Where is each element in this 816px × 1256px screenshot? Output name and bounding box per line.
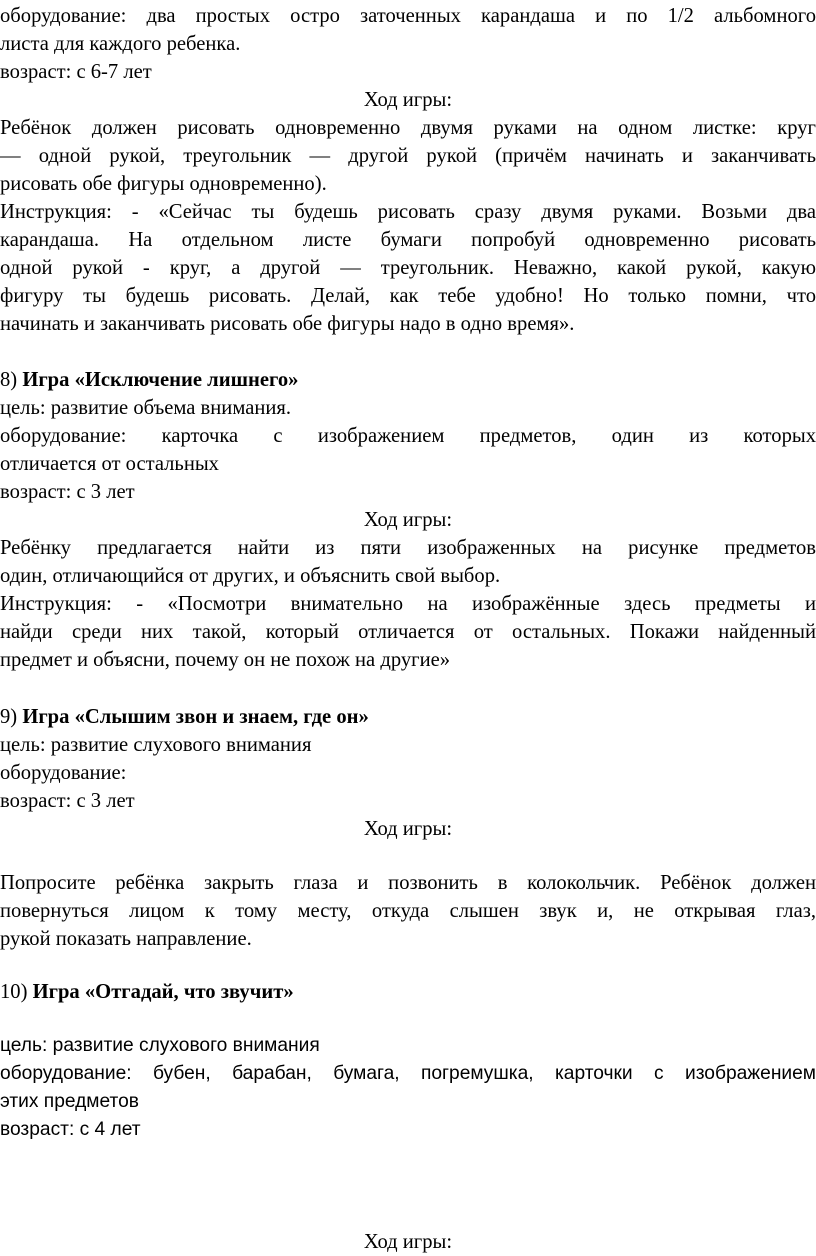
game-8-section (0, 366, 816, 674)
age-line: возраст: с 6-7 лет (0, 61, 152, 83)
instruction-line: Инструкция: - «Посмотри внимательно на изображённые здесь предметы и (0, 593, 816, 615)
goal-line: цель: развитие слухового внимания (0, 1035, 320, 1056)
game-number: 8) (0, 369, 23, 391)
game-heading (0, 978, 816, 1006)
description-line: Попросите ребёнка закрыть глаза и позвонить в колокольчик. Ребёнок должен (0, 872, 816, 894)
game-10-progress (0, 1228, 816, 1256)
progress-heading: Ход игры: (363, 509, 453, 531)
instruction-line: фигуру ты будешь рисовать. Делай, как тебе удобно! Но только помни, что (0, 285, 816, 307)
description-line: один, отличающийся от других, и объяснить свой выбор. (0, 565, 501, 587)
goal-line: цель: развитие слухового внимания (0, 734, 312, 756)
instruction-line: карандаша. На отдельном листе бумаги попробуй одновременно рисовать (0, 229, 816, 251)
equipment-line-cont: этих предметов (0, 1091, 139, 1112)
instruction-line: одной рукой - круг, а другой — треугольник. Неважно, какой рукой, какую (0, 257, 816, 279)
age-line: возраст: с 3 лет (0, 790, 135, 812)
progress-heading: Ход игры: (363, 818, 453, 840)
game-heading (0, 366, 816, 394)
equipment-line-cont: листа для каждого ребенка. (0, 33, 241, 55)
game-heading (0, 703, 816, 731)
description-line: — одной рукой, треугольник — другой рукой (причём начинать и заканчивать (0, 145, 816, 167)
game-9-description (0, 869, 816, 953)
instruction-line: найди среди них такой, который отличается от остальных. Покажи найденный (0, 621, 816, 643)
top-section (0, 2, 816, 338)
progress-heading: Ход игры: (363, 89, 453, 111)
description-line: Ребёнок должен рисовать одновременно двумя руками на одном листке: круг (0, 117, 816, 139)
game-title: Игра «Слышим звон и знаем, где он» (22, 706, 369, 728)
goal-line: цель: развитие объема внимания. (0, 397, 292, 419)
game-10-section (0, 978, 816, 1006)
age-line: возраст: с 3 лет (0, 481, 135, 503)
age-line: возраст: с 4 лет (0, 1119, 141, 1140)
description-line: рукой показать направление. (0, 928, 252, 950)
game-number: 10) (0, 981, 33, 1003)
game-9-section (0, 703, 816, 843)
description-line: повернуться лицом к тому месту, откуда слышен звук и, не открывая глаз, (0, 900, 816, 922)
equipment-line: оборудование: (0, 762, 127, 784)
game-number: 9) (0, 706, 23, 728)
game-10-details (0, 1032, 816, 1144)
instruction-line: начинать и заканчивать рисовать обе фигуры надо в одно время». (0, 313, 575, 335)
game-title: Игра «Отгадай, что звучит» (32, 981, 294, 1003)
equipment-line: оборудование: два простых остро заточенных карандаша и по 1/2 альбомного (0, 5, 816, 27)
equipment-line: оборудование: бубен, барабан, бумага, погремушка, карточки с изображением (0, 1063, 816, 1084)
description-line: рисовать обе фигуры одновременно). (0, 173, 327, 195)
progress-heading: Ход игры: (363, 1231, 453, 1253)
instruction-line: Инструкция: - «Сейчас ты будешь рисовать сразу двумя руками. Возьми два (0, 201, 816, 223)
equipment-line: оборудование: карточка с изображением предметов, один из которых (0, 425, 816, 447)
instruction-line: предмет и объясни, почему он не похож на другие» (0, 649, 451, 671)
description-line: Ребёнку предлагается найти из пяти изображенных на рисунке предметов (0, 537, 816, 559)
equipment-line-cont: отличается от остальных (0, 453, 219, 475)
game-title: Игра «Исключение лишнего» (22, 369, 299, 391)
